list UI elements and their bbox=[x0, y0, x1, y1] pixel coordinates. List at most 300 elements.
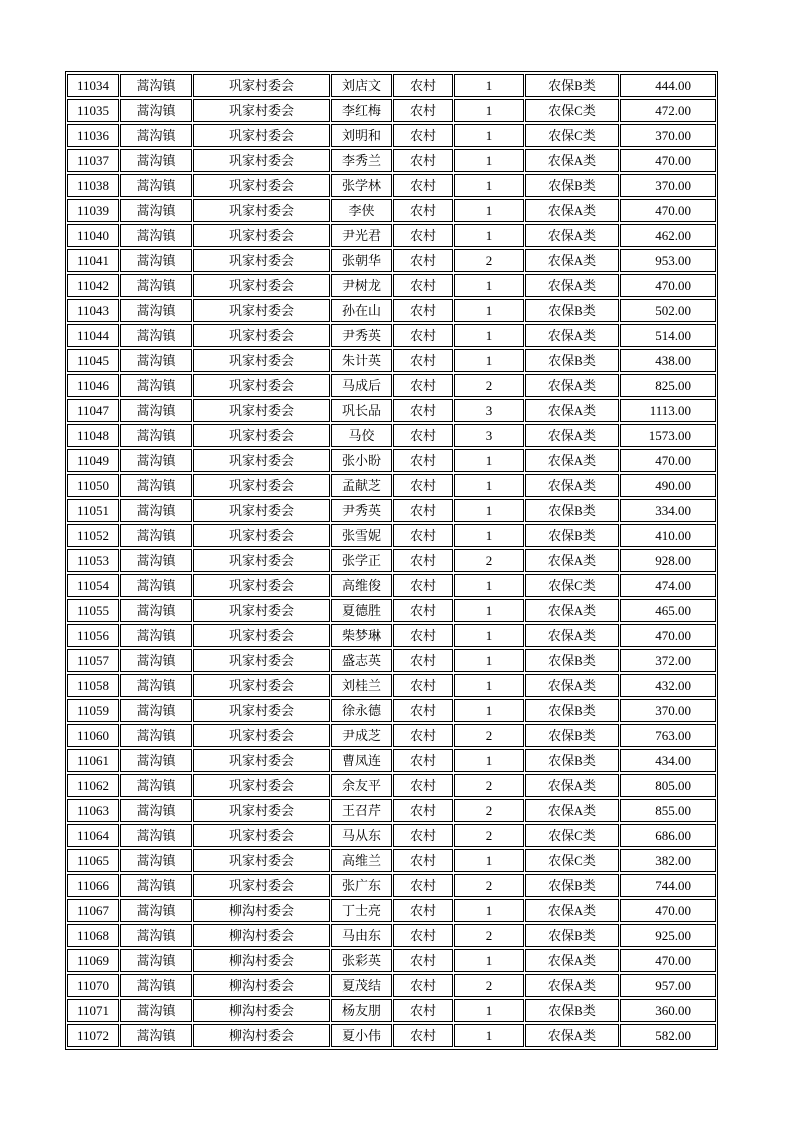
cell-amount: 465.00 bbox=[620, 599, 716, 622]
cell-person-name: 孟献芝 bbox=[331, 474, 392, 497]
cell-town: 蒿沟镇 bbox=[120, 874, 192, 897]
cell-insurance-type: 农保A类 bbox=[525, 224, 619, 247]
cell-household-category: 农村 bbox=[393, 849, 453, 872]
cell-village-committee: 柳沟村委会 bbox=[193, 1024, 330, 1047]
cell-person-count: 1 bbox=[454, 899, 524, 922]
cell-household-category: 农村 bbox=[393, 399, 453, 422]
cell-serial-number: 11068 bbox=[67, 924, 119, 947]
cell-insurance-type: 农保A类 bbox=[525, 474, 619, 497]
cell-person-count: 2 bbox=[454, 974, 524, 997]
cell-person-name: 徐永德 bbox=[331, 699, 392, 722]
cell-town: 蒿沟镇 bbox=[120, 649, 192, 672]
cell-amount: 470.00 bbox=[620, 899, 716, 922]
table-row bbox=[67, 199, 716, 222]
cell-town: 蒿沟镇 bbox=[120, 299, 192, 322]
cell-insurance-type: 农保B类 bbox=[525, 524, 619, 547]
cell-person-count: 1 bbox=[454, 649, 524, 672]
cell-serial-number: 11034 bbox=[67, 74, 119, 97]
cell-person-count: 1 bbox=[454, 849, 524, 872]
cell-household-category: 农村 bbox=[393, 424, 453, 447]
table-row bbox=[67, 999, 716, 1022]
cell-person-count: 1 bbox=[454, 449, 524, 472]
cell-insurance-type: 农保B类 bbox=[525, 999, 619, 1022]
cell-serial-number: 11048 bbox=[67, 424, 119, 447]
cell-person-name: 马成后 bbox=[331, 374, 392, 397]
table-row bbox=[67, 524, 716, 547]
cell-insurance-type: 农保A类 bbox=[525, 149, 619, 172]
cell-amount: 472.00 bbox=[620, 99, 716, 122]
cell-household-category: 农村 bbox=[393, 224, 453, 247]
cell-insurance-type: 农保B类 bbox=[525, 174, 619, 197]
cell-amount: 490.00 bbox=[620, 474, 716, 497]
cell-amount: 470.00 bbox=[620, 949, 716, 972]
cell-amount: 372.00 bbox=[620, 649, 716, 672]
cell-village-committee: 巩家村委会 bbox=[193, 149, 330, 172]
cell-household-category: 农村 bbox=[393, 799, 453, 822]
cell-serial-number: 11062 bbox=[67, 774, 119, 797]
table-row bbox=[67, 899, 716, 922]
table-row bbox=[67, 949, 716, 972]
cell-village-committee: 巩家村委会 bbox=[193, 774, 330, 797]
cell-person-name: 张学正 bbox=[331, 549, 392, 572]
cell-insurance-type: 农保B类 bbox=[525, 874, 619, 897]
cell-person-name: 张朝华 bbox=[331, 249, 392, 272]
cell-village-committee: 巩家村委会 bbox=[193, 424, 330, 447]
cell-person-count: 1 bbox=[454, 174, 524, 197]
cell-person-name: 张学林 bbox=[331, 174, 392, 197]
cell-insurance-type: 农保C类 bbox=[525, 824, 619, 847]
cell-insurance-type: 农保A类 bbox=[525, 799, 619, 822]
cell-village-committee: 巩家村委会 bbox=[193, 74, 330, 97]
cell-amount: 462.00 bbox=[620, 224, 716, 247]
cell-person-count: 2 bbox=[454, 874, 524, 897]
cell-town: 蒿沟镇 bbox=[120, 474, 192, 497]
cell-town: 蒿沟镇 bbox=[120, 849, 192, 872]
cell-person-count: 3 bbox=[454, 424, 524, 447]
cell-serial-number: 11069 bbox=[67, 949, 119, 972]
cell-serial-number: 11063 bbox=[67, 799, 119, 822]
cell-person-name: 李红梅 bbox=[331, 99, 392, 122]
cell-household-category: 农村 bbox=[393, 824, 453, 847]
cell-serial-number: 11043 bbox=[67, 299, 119, 322]
cell-person-name: 尹光君 bbox=[331, 224, 392, 247]
cell-amount: 582.00 bbox=[620, 1024, 716, 1047]
table-row bbox=[67, 474, 716, 497]
cell-insurance-type: 农保A类 bbox=[525, 549, 619, 572]
cell-person-count: 2 bbox=[454, 774, 524, 797]
table-row bbox=[67, 799, 716, 822]
cell-insurance-type: 农保B类 bbox=[525, 724, 619, 747]
cell-person-count: 3 bbox=[454, 399, 524, 422]
cell-town: 蒿沟镇 bbox=[120, 499, 192, 522]
table-row bbox=[67, 99, 716, 122]
cell-person-name: 柴梦琳 bbox=[331, 624, 392, 647]
cell-serial-number: 11046 bbox=[67, 374, 119, 397]
cell-village-committee: 巩家村委会 bbox=[193, 799, 330, 822]
cell-insurance-type: 农保A类 bbox=[525, 974, 619, 997]
cell-amount: 686.00 bbox=[620, 824, 716, 847]
cell-serial-number: 11059 bbox=[67, 699, 119, 722]
table-row bbox=[67, 374, 716, 397]
table-row bbox=[67, 649, 716, 672]
cell-person-name: 刘明和 bbox=[331, 124, 392, 147]
cell-person-name: 丁士亮 bbox=[331, 899, 392, 922]
cell-person-count: 1 bbox=[454, 1024, 524, 1047]
cell-serial-number: 11049 bbox=[67, 449, 119, 472]
cell-amount: 502.00 bbox=[620, 299, 716, 322]
cell-village-committee: 巩家村委会 bbox=[193, 124, 330, 147]
cell-household-category: 农村 bbox=[393, 674, 453, 697]
cell-village-committee: 巩家村委会 bbox=[193, 674, 330, 697]
cell-village-committee: 巩家村委会 bbox=[193, 699, 330, 722]
cell-person-count: 1 bbox=[454, 149, 524, 172]
table-row bbox=[67, 399, 716, 422]
cell-person-name: 朱计英 bbox=[331, 349, 392, 372]
cell-village-committee: 柳沟村委会 bbox=[193, 949, 330, 972]
table-row bbox=[67, 874, 716, 897]
cell-person-count: 1 bbox=[454, 199, 524, 222]
cell-town: 蒿沟镇 bbox=[120, 574, 192, 597]
cell-insurance-type: 农保A类 bbox=[525, 374, 619, 397]
cell-amount: 360.00 bbox=[620, 999, 716, 1022]
cell-insurance-type: 农保A类 bbox=[525, 674, 619, 697]
payout-table-body bbox=[67, 74, 716, 1047]
cell-village-committee: 巩家村委会 bbox=[193, 599, 330, 622]
cell-amount: 434.00 bbox=[620, 749, 716, 772]
cell-person-name: 杨友朋 bbox=[331, 999, 392, 1022]
cell-person-name: 高维俊 bbox=[331, 574, 392, 597]
cell-serial-number: 11053 bbox=[67, 549, 119, 572]
cell-household-category: 农村 bbox=[393, 924, 453, 947]
cell-town: 蒿沟镇 bbox=[120, 674, 192, 697]
cell-household-category: 农村 bbox=[393, 124, 453, 147]
cell-person-name: 夏德胜 bbox=[331, 599, 392, 622]
cell-person-name: 余友平 bbox=[331, 774, 392, 797]
cell-village-committee: 巩家村委会 bbox=[193, 724, 330, 747]
cell-serial-number: 11060 bbox=[67, 724, 119, 747]
cell-town: 蒿沟镇 bbox=[120, 549, 192, 572]
cell-insurance-type: 农保B类 bbox=[525, 499, 619, 522]
cell-household-category: 农村 bbox=[393, 99, 453, 122]
cell-household-category: 农村 bbox=[393, 374, 453, 397]
cell-household-category: 农村 bbox=[393, 324, 453, 347]
table-row bbox=[67, 974, 716, 997]
cell-person-count: 2 bbox=[454, 374, 524, 397]
cell-insurance-type: 农保A类 bbox=[525, 324, 619, 347]
cell-household-category: 农村 bbox=[393, 199, 453, 222]
cell-amount: 470.00 bbox=[620, 624, 716, 647]
cell-person-name: 王召芹 bbox=[331, 799, 392, 822]
cell-amount: 382.00 bbox=[620, 849, 716, 872]
cell-person-name: 马由东 bbox=[331, 924, 392, 947]
cell-amount: 825.00 bbox=[620, 374, 716, 397]
cell-person-count: 1 bbox=[454, 949, 524, 972]
cell-person-name: 张雪妮 bbox=[331, 524, 392, 547]
cell-household-category: 农村 bbox=[393, 699, 453, 722]
cell-person-count: 1 bbox=[454, 749, 524, 772]
cell-insurance-type: 农保A类 bbox=[525, 899, 619, 922]
table-row bbox=[67, 449, 716, 472]
cell-town: 蒿沟镇 bbox=[120, 924, 192, 947]
cell-insurance-type: 农保B类 bbox=[525, 299, 619, 322]
cell-serial-number: 11038 bbox=[67, 174, 119, 197]
cell-village-committee: 柳沟村委会 bbox=[193, 899, 330, 922]
cell-village-committee: 巩家村委会 bbox=[193, 474, 330, 497]
cell-amount: 928.00 bbox=[620, 549, 716, 572]
table-row bbox=[67, 774, 716, 797]
table-row bbox=[67, 74, 716, 97]
cell-serial-number: 11042 bbox=[67, 274, 119, 297]
table-row bbox=[67, 674, 716, 697]
cell-town: 蒿沟镇 bbox=[120, 399, 192, 422]
cell-household-category: 农村 bbox=[393, 474, 453, 497]
cell-amount: 953.00 bbox=[620, 249, 716, 272]
cell-amount: 470.00 bbox=[620, 449, 716, 472]
payout-table bbox=[65, 71, 718, 1050]
cell-person-name: 夏小伟 bbox=[331, 1024, 392, 1047]
cell-village-committee: 巩家村委会 bbox=[193, 399, 330, 422]
cell-household-category: 农村 bbox=[393, 949, 453, 972]
cell-village-committee: 巩家村委会 bbox=[193, 199, 330, 222]
cell-person-name: 李侠 bbox=[331, 199, 392, 222]
table-row bbox=[67, 724, 716, 747]
cell-person-count: 1 bbox=[454, 674, 524, 697]
cell-serial-number: 11064 bbox=[67, 824, 119, 847]
cell-person-name: 刘店文 bbox=[331, 74, 392, 97]
cell-household-category: 农村 bbox=[393, 249, 453, 272]
cell-amount: 514.00 bbox=[620, 324, 716, 347]
table-row bbox=[67, 124, 716, 147]
cell-household-category: 农村 bbox=[393, 599, 453, 622]
cell-village-committee: 巩家村委会 bbox=[193, 524, 330, 547]
cell-household-category: 农村 bbox=[393, 724, 453, 747]
cell-serial-number: 11067 bbox=[67, 899, 119, 922]
cell-village-committee: 巩家村委会 bbox=[193, 849, 330, 872]
table-row bbox=[67, 149, 716, 172]
cell-serial-number: 11061 bbox=[67, 749, 119, 772]
cell-town: 蒿沟镇 bbox=[120, 899, 192, 922]
cell-town: 蒿沟镇 bbox=[120, 999, 192, 1022]
cell-town: 蒿沟镇 bbox=[120, 774, 192, 797]
cell-village-committee: 柳沟村委会 bbox=[193, 974, 330, 997]
cell-person-name: 高维兰 bbox=[331, 849, 392, 872]
cell-village-committee: 巩家村委会 bbox=[193, 299, 330, 322]
table-row bbox=[67, 1024, 716, 1047]
cell-town: 蒿沟镇 bbox=[120, 524, 192, 547]
cell-village-committee: 巩家村委会 bbox=[193, 624, 330, 647]
cell-person-count: 1 bbox=[454, 299, 524, 322]
cell-insurance-type: 农保B类 bbox=[525, 649, 619, 672]
table-row bbox=[67, 849, 716, 872]
cell-village-committee: 巩家村委会 bbox=[193, 99, 330, 122]
cell-village-committee: 巩家村委会 bbox=[193, 874, 330, 897]
cell-amount: 474.00 bbox=[620, 574, 716, 597]
cell-household-category: 农村 bbox=[393, 74, 453, 97]
table-row bbox=[67, 924, 716, 947]
cell-town: 蒿沟镇 bbox=[120, 349, 192, 372]
table-row bbox=[67, 574, 716, 597]
cell-household-category: 农村 bbox=[393, 774, 453, 797]
cell-serial-number: 11035 bbox=[67, 99, 119, 122]
cell-person-count: 1 bbox=[454, 474, 524, 497]
cell-serial-number: 11051 bbox=[67, 499, 119, 522]
cell-amount: 470.00 bbox=[620, 199, 716, 222]
cell-household-category: 农村 bbox=[393, 149, 453, 172]
cell-serial-number: 11057 bbox=[67, 649, 119, 672]
cell-person-name: 张广东 bbox=[331, 874, 392, 897]
cell-amount: 432.00 bbox=[620, 674, 716, 697]
cell-village-committee: 巩家村委会 bbox=[193, 499, 330, 522]
cell-insurance-type: 农保A类 bbox=[525, 449, 619, 472]
cell-household-category: 农村 bbox=[393, 299, 453, 322]
cell-amount: 370.00 bbox=[620, 174, 716, 197]
cell-person-count: 2 bbox=[454, 549, 524, 572]
cell-village-committee: 柳沟村委会 bbox=[193, 924, 330, 947]
cell-person-count: 1 bbox=[454, 574, 524, 597]
cell-village-committee: 巩家村委会 bbox=[193, 549, 330, 572]
cell-village-committee: 巩家村委会 bbox=[193, 324, 330, 347]
cell-insurance-type: 农保B类 bbox=[525, 924, 619, 947]
cell-person-count: 1 bbox=[454, 224, 524, 247]
cell-insurance-type: 农保B类 bbox=[525, 74, 619, 97]
cell-serial-number: 11037 bbox=[67, 149, 119, 172]
cell-person-count: 1 bbox=[454, 349, 524, 372]
cell-village-committee: 柳沟村委会 bbox=[193, 999, 330, 1022]
cell-person-count: 1 bbox=[454, 99, 524, 122]
cell-person-count: 1 bbox=[454, 999, 524, 1022]
cell-amount: 925.00 bbox=[620, 924, 716, 947]
cell-amount: 805.00 bbox=[620, 774, 716, 797]
cell-person-name: 盛志英 bbox=[331, 649, 392, 672]
cell-amount: 957.00 bbox=[620, 974, 716, 997]
cell-insurance-type: 农保B类 bbox=[525, 699, 619, 722]
table-row bbox=[67, 274, 716, 297]
cell-insurance-type: 农保A类 bbox=[525, 949, 619, 972]
cell-person-count: 1 bbox=[454, 599, 524, 622]
cell-insurance-type: 农保A类 bbox=[525, 599, 619, 622]
cell-village-committee: 巩家村委会 bbox=[193, 649, 330, 672]
cell-person-count: 2 bbox=[454, 249, 524, 272]
cell-household-category: 农村 bbox=[393, 749, 453, 772]
cell-amount: 370.00 bbox=[620, 124, 716, 147]
cell-amount: 763.00 bbox=[620, 724, 716, 747]
cell-household-category: 农村 bbox=[393, 174, 453, 197]
cell-town: 蒿沟镇 bbox=[120, 1024, 192, 1047]
table-row bbox=[67, 224, 716, 247]
cell-village-committee: 巩家村委会 bbox=[193, 449, 330, 472]
cell-household-category: 农村 bbox=[393, 449, 453, 472]
payout-table-container bbox=[65, 71, 708, 1050]
table-row bbox=[67, 549, 716, 572]
cell-town: 蒿沟镇 bbox=[120, 199, 192, 222]
cell-village-committee: 巩家村委会 bbox=[193, 274, 330, 297]
cell-village-committee: 巩家村委会 bbox=[193, 749, 330, 772]
cell-village-committee: 巩家村委会 bbox=[193, 824, 330, 847]
cell-serial-number: 11050 bbox=[67, 474, 119, 497]
cell-town: 蒿沟镇 bbox=[120, 749, 192, 772]
cell-household-category: 农村 bbox=[393, 349, 453, 372]
table-row bbox=[67, 499, 716, 522]
table-row bbox=[67, 424, 716, 447]
cell-person-count: 1 bbox=[454, 124, 524, 147]
cell-serial-number: 11055 bbox=[67, 599, 119, 622]
table-row bbox=[67, 174, 716, 197]
cell-household-category: 农村 bbox=[393, 999, 453, 1022]
cell-household-category: 农村 bbox=[393, 649, 453, 672]
cell-insurance-type: 农保A类 bbox=[525, 774, 619, 797]
cell-insurance-type: 农保A类 bbox=[525, 249, 619, 272]
cell-person-count: 1 bbox=[454, 499, 524, 522]
cell-town: 蒿沟镇 bbox=[120, 274, 192, 297]
cell-serial-number: 11070 bbox=[67, 974, 119, 997]
cell-village-committee: 巩家村委会 bbox=[193, 574, 330, 597]
cell-town: 蒿沟镇 bbox=[120, 949, 192, 972]
cell-person-name: 马佼 bbox=[331, 424, 392, 447]
cell-person-count: 1 bbox=[454, 324, 524, 347]
cell-town: 蒿沟镇 bbox=[120, 424, 192, 447]
cell-person-name: 马从东 bbox=[331, 824, 392, 847]
cell-person-count: 2 bbox=[454, 824, 524, 847]
cell-person-count: 1 bbox=[454, 699, 524, 722]
cell-person-count: 1 bbox=[454, 524, 524, 547]
cell-serial-number: 11056 bbox=[67, 624, 119, 647]
cell-insurance-type: 农保A类 bbox=[525, 624, 619, 647]
cell-amount: 438.00 bbox=[620, 349, 716, 372]
cell-insurance-type: 农保C类 bbox=[525, 124, 619, 147]
cell-person-name: 曹凤连 bbox=[331, 749, 392, 772]
cell-insurance-type: 农保A类 bbox=[525, 274, 619, 297]
cell-amount: 855.00 bbox=[620, 799, 716, 822]
table-row bbox=[67, 349, 716, 372]
table-row bbox=[67, 624, 716, 647]
cell-serial-number: 11044 bbox=[67, 324, 119, 347]
cell-household-category: 农村 bbox=[393, 624, 453, 647]
cell-person-count: 1 bbox=[454, 274, 524, 297]
cell-village-committee: 巩家村委会 bbox=[193, 224, 330, 247]
cell-person-count: 2 bbox=[454, 724, 524, 747]
cell-person-name: 尹成芝 bbox=[331, 724, 392, 747]
cell-person-count: 2 bbox=[454, 799, 524, 822]
cell-serial-number: 11065 bbox=[67, 849, 119, 872]
cell-household-category: 农村 bbox=[393, 499, 453, 522]
cell-person-name: 李秀兰 bbox=[331, 149, 392, 172]
cell-town: 蒿沟镇 bbox=[120, 374, 192, 397]
cell-insurance-type: 农保C类 bbox=[525, 574, 619, 597]
cell-household-category: 农村 bbox=[393, 974, 453, 997]
table-row bbox=[67, 699, 716, 722]
cell-town: 蒿沟镇 bbox=[120, 74, 192, 97]
cell-person-name: 尹秀英 bbox=[331, 499, 392, 522]
cell-serial-number: 11066 bbox=[67, 874, 119, 897]
cell-town: 蒿沟镇 bbox=[120, 99, 192, 122]
cell-person-name: 巩长品 bbox=[331, 399, 392, 422]
cell-household-category: 农村 bbox=[393, 549, 453, 572]
cell-serial-number: 11040 bbox=[67, 224, 119, 247]
cell-person-name: 刘桂兰 bbox=[331, 674, 392, 697]
table-row bbox=[67, 249, 716, 272]
cell-serial-number: 11058 bbox=[67, 674, 119, 697]
cell-village-committee: 巩家村委会 bbox=[193, 374, 330, 397]
cell-serial-number: 11072 bbox=[67, 1024, 119, 1047]
cell-insurance-type: 农保B类 bbox=[525, 749, 619, 772]
cell-person-name: 张彩英 bbox=[331, 949, 392, 972]
cell-amount: 1573.00 bbox=[620, 424, 716, 447]
cell-person-name: 夏茂结 bbox=[331, 974, 392, 997]
cell-village-committee: 巩家村委会 bbox=[193, 174, 330, 197]
table-row bbox=[67, 299, 716, 322]
cell-town: 蒿沟镇 bbox=[120, 699, 192, 722]
cell-serial-number: 11054 bbox=[67, 574, 119, 597]
